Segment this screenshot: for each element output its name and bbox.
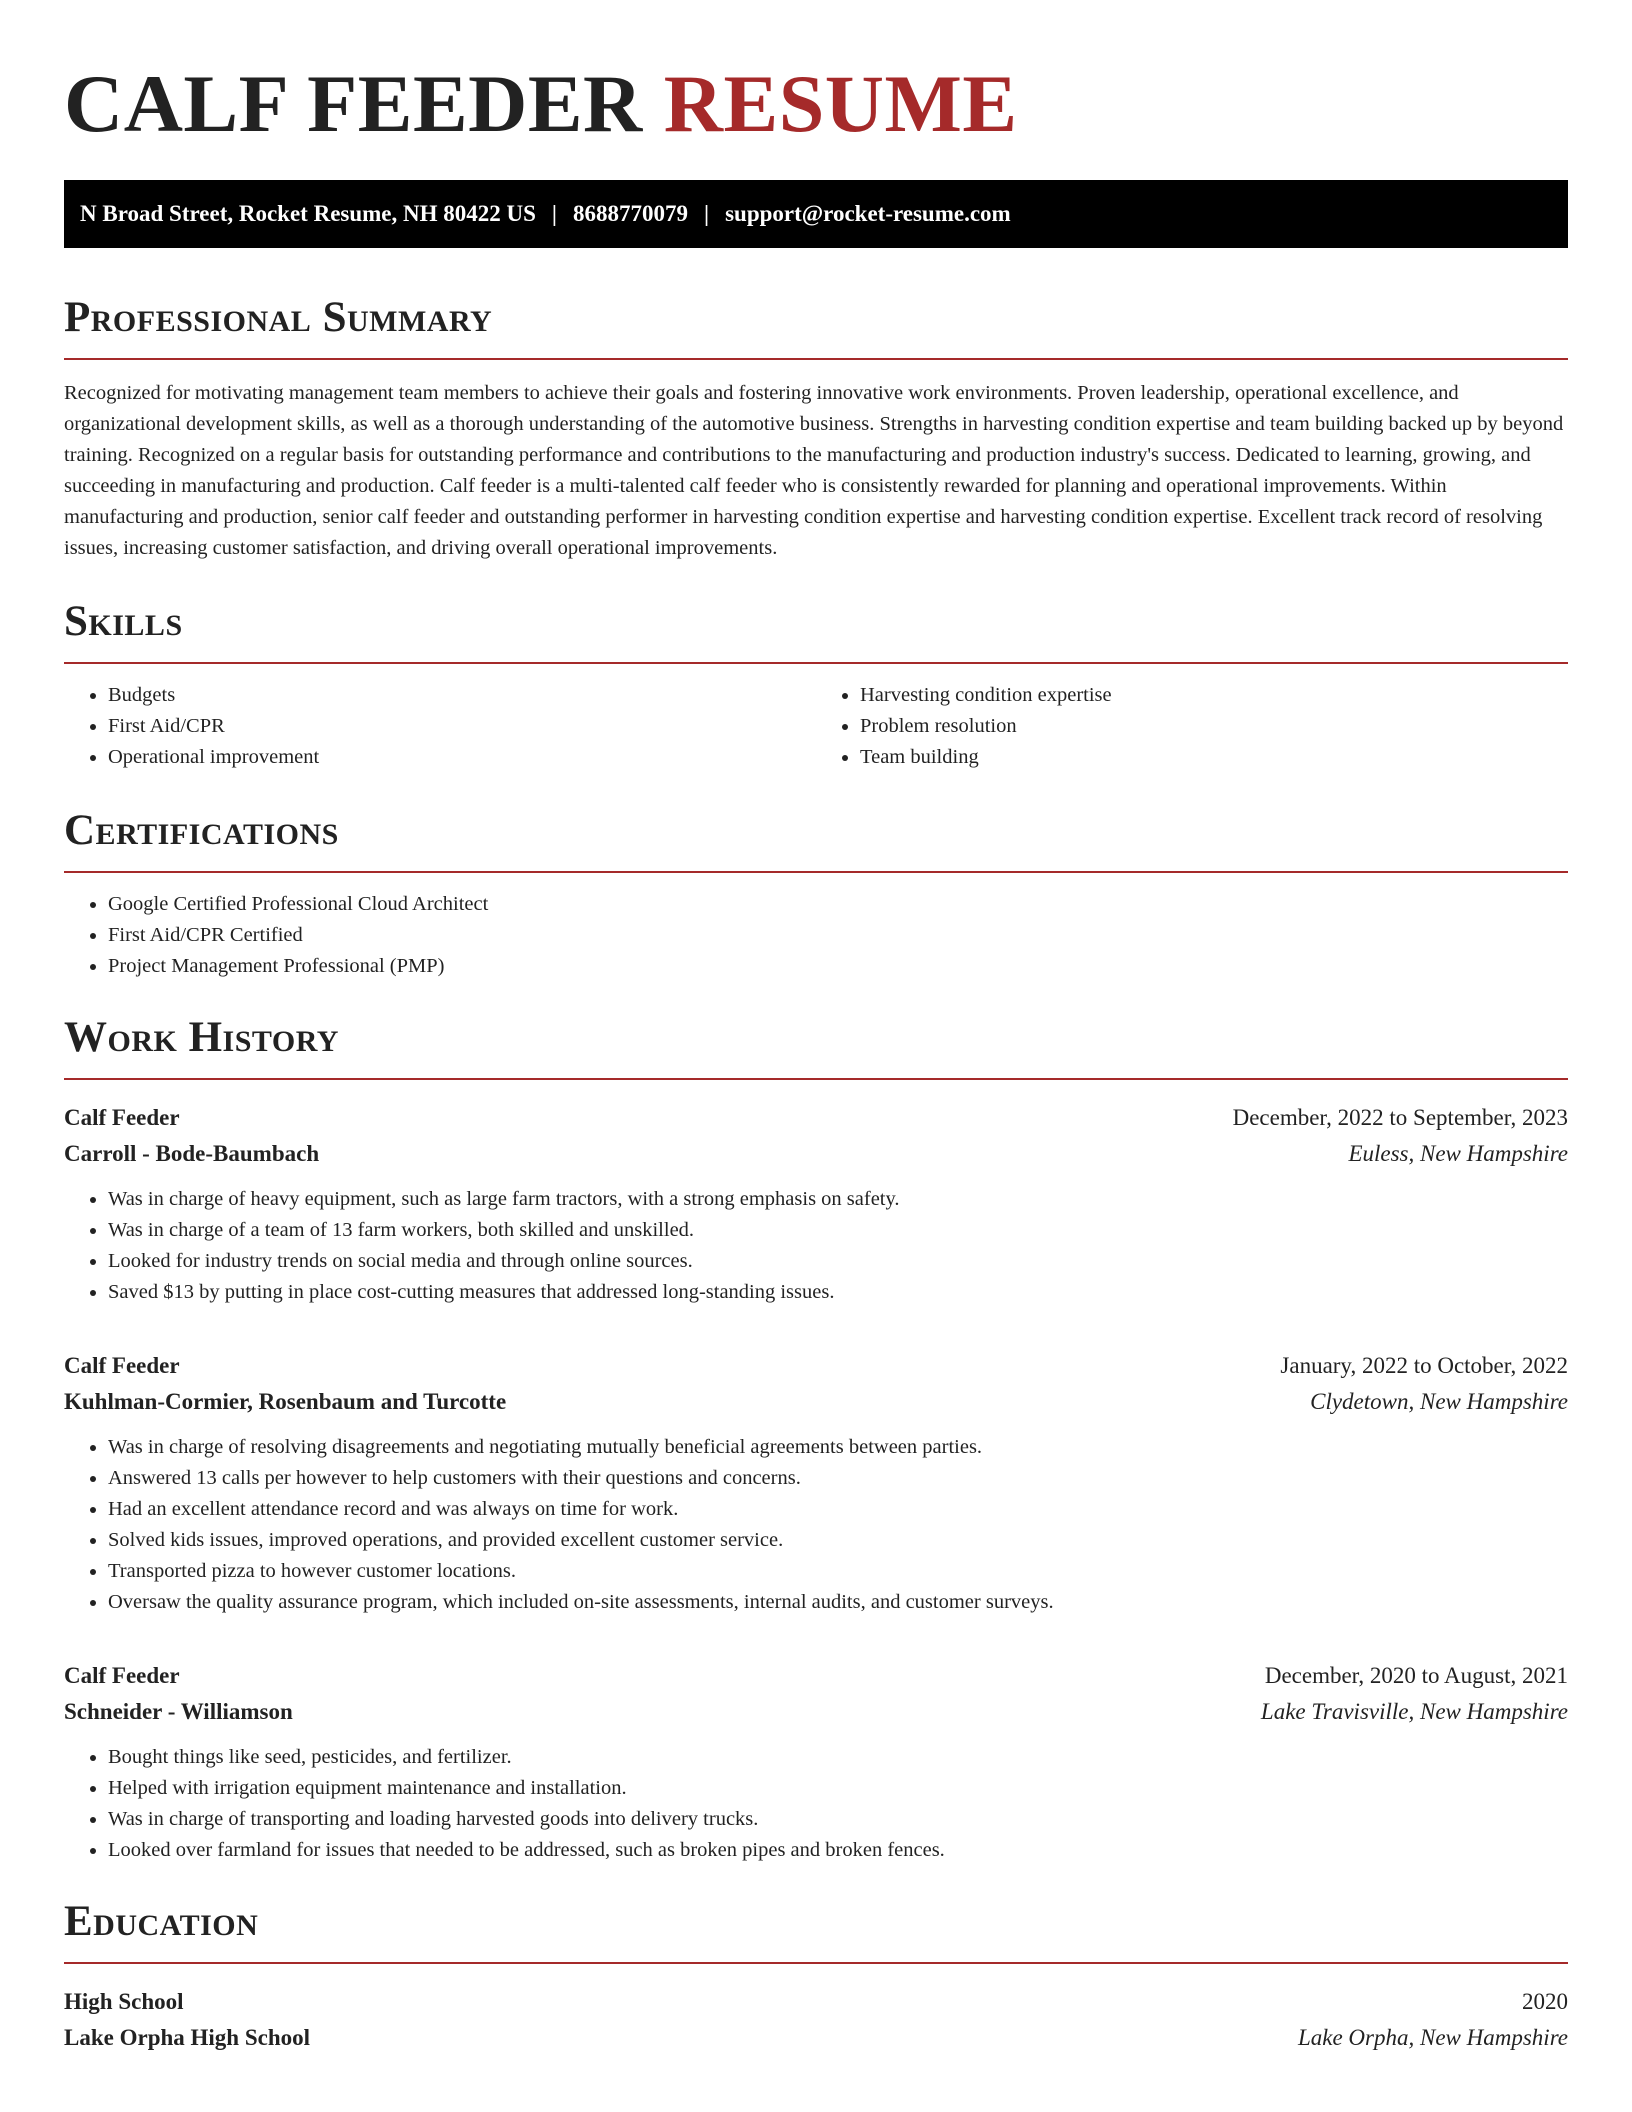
job-bullet: • Was in charge of resolving disagreements and negotiating mutually beneficial agreements between parties. xyxy=(108,1432,1568,1463)
job-bullet: • Saved $13 by putting in place cost-cutting measures that addressed long-standing issues. xyxy=(108,1277,1568,1308)
resume-title xyxy=(64,58,1568,150)
education-school-row xyxy=(64,2020,1568,2056)
section-divider xyxy=(64,358,1568,360)
summary-text: Recognized for motivating management team members to achieve their goals and fostering innovative work environments. Proven leadership, operational excellence, and organizational development skills, as well as a thorough understanding of the automotive business. Strengths in harvesting condition expertise and team building backed up by beyond training. Recognized on a regular basis for outstanding performance and contributions to the manufacturing and production industry's success. Dedicated to learning, growing, and succeeding in manufacturing and production. Calf feeder is a multi-talented calf feeder who is consistently rewarded for planning and operational improvements. Within manufacturing and production, senior calf feeder and outstanding performer in harvesting condition expertise and harvesting condition expertise. Excellent track record of resolving issues, increasing customer satisfaction, and driving overall operational improvements. xyxy=(64,382,1564,559)
skills-section xyxy=(64,596,1568,773)
education-heading: Education xyxy=(64,1898,259,1945)
certifications-heading: Certifications xyxy=(64,807,339,854)
job-header-row xyxy=(64,1348,1568,1384)
skill-item: • Harvesting condition expertise xyxy=(860,680,1568,711)
job-bullets xyxy=(64,1184,1568,1308)
job-bullet: • Transported pizza to however customer locations. xyxy=(108,1556,1568,1587)
job-company-row xyxy=(64,1136,1568,1172)
skill-item: • Budgets xyxy=(108,680,816,711)
job-company-row xyxy=(64,1694,1568,1730)
job-bullet: • Was in charge of heavy equipment, such as large farm tractors, with a strong emphasis on safety. xyxy=(108,1184,1568,1215)
title-accent: RESUME xyxy=(663,58,1018,149)
job-company-row xyxy=(64,1384,1568,1420)
job-dates: December, 2020 to August, 2021 xyxy=(1264,1663,1568,1688)
skill-item: • Operational improvement xyxy=(108,742,816,773)
contact-email: support@rocket-resume.com xyxy=(725,201,1011,226)
job-bullet: • Oversaw the quality assurance program, which included on-site assessments, internal audits, and customer surveys. xyxy=(108,1587,1568,1618)
section-divider xyxy=(64,662,1568,664)
education-school: Lake Orpha High School xyxy=(64,2025,311,2050)
job-title: Calf Feeder xyxy=(64,1105,180,1130)
education-degree: High School xyxy=(64,1989,184,2014)
job-bullets xyxy=(64,1432,1568,1618)
job-bullet: • Was in charge of a team of 13 farm workers, both skilled and unskilled. xyxy=(108,1215,1568,1246)
job-bullet: • Bought things like seed, pesticides, and fertilizer. xyxy=(108,1742,1568,1773)
education-location: Lake Orpha, New Hampshire xyxy=(1297,2025,1568,2050)
certification-item: • First Aid/CPR Certified xyxy=(108,920,1568,951)
skill-item: • First Aid/CPR xyxy=(108,711,816,742)
skills-heading: Skills xyxy=(64,598,183,645)
contact-bar xyxy=(64,180,1568,248)
job-bullet: • Looked for industry trends on social media and through online sources. xyxy=(108,1246,1568,1277)
summary-section xyxy=(64,292,1568,564)
job-company: Kuhlman-Cormier, Rosenbaum and Turcotte xyxy=(64,1389,507,1414)
job-location: Lake Travisville, New Hampshire xyxy=(1260,1699,1568,1724)
job-bullet: • Was in charge of transporting and loading harvested goods into delivery trucks. xyxy=(108,1804,1568,1835)
education-entry xyxy=(64,1984,1568,2056)
job-bullet: • Looked over farmland for issues that needed to be addressed, such as broken pipes and broken fences. xyxy=(108,1835,1568,1866)
skill-item: • Problem resolution xyxy=(860,711,1568,742)
section-divider xyxy=(64,1962,1568,1964)
certifications-list xyxy=(64,889,1568,982)
certifications-section xyxy=(64,805,1568,982)
summary-heading: Professional Summary xyxy=(64,294,493,341)
education-section xyxy=(64,1896,1568,2056)
job-title: Calf Feeder xyxy=(64,1663,180,1688)
job-location: Clydetown, New Hampshire xyxy=(1310,1389,1568,1414)
contact-phone: 8688770079 xyxy=(573,201,688,226)
certification-item: • Project Management Professional (PMP) xyxy=(108,951,1568,982)
job-company: Carroll - Bode-Baumbach xyxy=(64,1141,320,1166)
job-bullet: • Had an excellent attendance record and was always on time for work. xyxy=(108,1494,1568,1525)
certification-item: • Google Certified Professional Cloud Architect xyxy=(108,889,1568,920)
skill-item: • Team building xyxy=(860,742,1568,773)
job-bullet: • Answered 13 calls per however to help customers with their questions and concerns. xyxy=(108,1463,1568,1494)
title-main: CALF FEEDER xyxy=(64,58,643,149)
skills-grid xyxy=(64,680,1568,773)
contact-separator: | xyxy=(704,201,710,226)
job-company: Schneider - Williamson xyxy=(64,1699,293,1724)
contact-address: N Broad Street, Rocket Resume, NH 80422 US xyxy=(80,201,536,226)
job-title: Calf Feeder xyxy=(64,1353,180,1378)
contact-separator: | xyxy=(551,201,557,226)
job-entry xyxy=(64,1348,1568,1618)
job-entry xyxy=(64,1100,1568,1308)
education-degree-row xyxy=(64,1984,1568,2020)
job-dates: January, 2022 to October, 2022 xyxy=(1280,1353,1568,1378)
skills-list-right xyxy=(816,680,1568,773)
job-dates: December, 2022 to September, 2023 xyxy=(1232,1105,1568,1130)
section-divider xyxy=(64,871,1568,873)
job-header-row xyxy=(64,1658,1568,1694)
job-bullet: • Helped with irrigation equipment maintenance and installation. xyxy=(108,1773,1568,1804)
job-entry xyxy=(64,1658,1568,1866)
section-divider xyxy=(64,1078,1568,1080)
education-year: 2020 xyxy=(1522,1989,1568,2014)
job-location: Euless, New Hampshire xyxy=(1348,1141,1568,1166)
job-bullets xyxy=(64,1742,1568,1866)
work-history-heading: Work History xyxy=(64,1014,339,1061)
job-bullet: • Solved kids issues, improved operations, and provided excellent customer service. xyxy=(108,1525,1568,1556)
work-history-section xyxy=(64,1012,1568,1866)
skills-list-left xyxy=(64,680,816,773)
job-header-row xyxy=(64,1100,1568,1136)
